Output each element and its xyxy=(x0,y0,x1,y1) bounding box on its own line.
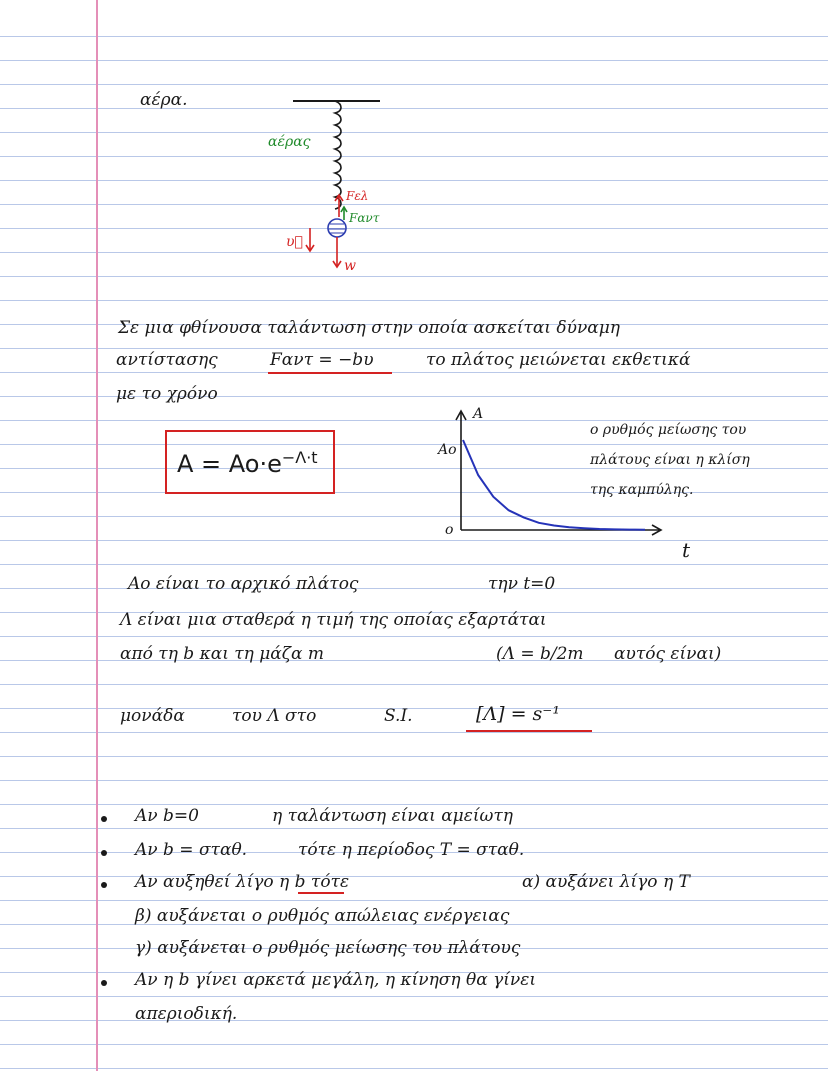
intro-line-3: με το χρόνο xyxy=(116,384,218,404)
bullet-3a: Αν αυξηθεί λίγο η b τότε xyxy=(135,872,350,892)
origin-label: o xyxy=(445,522,454,538)
bullet-2a: Αν b = σταθ. xyxy=(135,840,248,860)
bullet-4a: Αν η b γίνει αρκετά μεγάλη, η κίνηση θα γίνει xyxy=(135,970,537,990)
f-ant-label: Fαντ xyxy=(349,211,380,225)
def-line-3c: αυτός είναι) xyxy=(614,644,722,664)
def-line-1a: Ao είναι το αρχικό πλάτος xyxy=(128,574,359,594)
bullet-1b: η ταλάντωση είναι αμείωτη xyxy=(272,806,513,826)
bullet-dot xyxy=(101,850,107,856)
bullet-dot xyxy=(101,882,107,888)
velocity-label: υ⃗ xyxy=(286,234,303,250)
bullet-2b: τότε η περίοδος T = σταθ. xyxy=(298,840,525,860)
bullet-4b: απεριοδική. xyxy=(135,1004,238,1024)
side-note-3: της καμπύλης. xyxy=(590,482,694,498)
units-underline xyxy=(466,730,592,732)
bullet-dot xyxy=(101,980,107,986)
intro-line-1: Σε μια φθίνουσα ταλάντωση στην οποία ασκείται δύναμη xyxy=(118,318,620,338)
bullet-1a: Αν b=0 xyxy=(135,806,199,826)
x-axis-label: t xyxy=(682,538,691,562)
intro-line-2c: το πλάτος μειώνεται εκθετικά xyxy=(426,350,691,370)
intro-line-2a: αντίστασης xyxy=(116,350,218,370)
def-line-3a: από τη b και τη μάζα m xyxy=(120,644,325,664)
units-text-b: του Λ στο xyxy=(232,706,317,726)
top-word: αέρα. xyxy=(140,90,188,110)
units-text-c: S.I. xyxy=(384,706,413,726)
little-underline xyxy=(298,892,344,894)
intro-line-2b: Fαντ = −bυ xyxy=(270,350,374,370)
side-note-1: ο ρυθμός μείωσης του xyxy=(590,422,747,438)
y-tick-ao: Ao xyxy=(438,442,457,458)
bullet-3d: γ) αυξάνεται ο ρυθμός μείωσης του πλάτους xyxy=(135,938,521,958)
bullet-3c: β) αυξάνεται ο ρυθμός απώλειας ενέργειας xyxy=(135,906,510,926)
weight-label: w xyxy=(344,258,356,274)
units-formula: [Λ] = s⁻¹ xyxy=(476,703,560,725)
units-text-a: μονάδα xyxy=(120,706,185,726)
def-line-2: Λ είναι μια σταθερά η τιμή της οποίας εξαρτάται xyxy=(120,610,547,630)
side-note-2: πλάτους είναι η κλίση xyxy=(590,452,750,468)
def-line-3b: (Λ = b/2m xyxy=(496,644,584,664)
amplitude-formula: $A = Ao\cdot e^{-\Lambda\cdot t}$ xyxy=(177,448,318,478)
f-el-label: Fελ xyxy=(346,189,369,203)
bullet-3b: α) αυξάνει λίγο η T xyxy=(522,872,690,892)
bullet-dot xyxy=(101,816,107,822)
def-line-1b: την t=0 xyxy=(488,574,556,594)
spring-label: αέρας xyxy=(268,134,311,150)
y-axis-label: A xyxy=(473,406,484,422)
